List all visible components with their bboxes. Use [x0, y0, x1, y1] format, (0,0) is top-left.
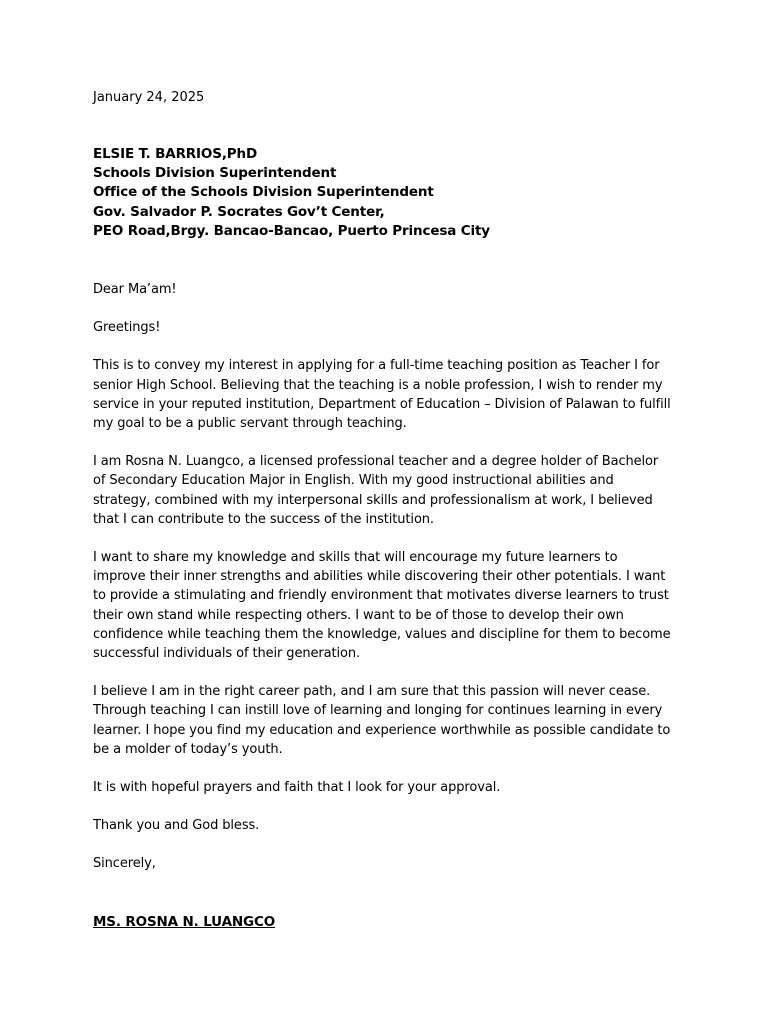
body-paragraph: I believe I am in the right career path, and I am sure that this passion will never cease. Through teaching I can instill love of learning and longing for continues learning in every learner. I hope you find my education and experience worthwhile as possible candidate to be a molder of today’s youth.	[93, 684, 671, 757]
recipient-name: ELSIE T. BARRIOS,PhD	[93, 146, 258, 162]
body-paragraph: It is with hopeful prayers and faith that I look for your approval.	[93, 780, 501, 796]
letter-body	[93, 280, 671, 893]
body-paragraph: I want to share my knowledge and skills that will encourage my future learners to improve their inner strengths and abilities while discovering their other potentials. I want to provide a stimulating and friendly environment that motivates diverse learners to trust their own stand while respecting others. I want to be of those to develop their own confidence while teaching them the knowledge, values and discipline for them to become successful individuals of their generation.	[93, 550, 671, 662]
recipient-address-line-2: PEO Road,Brgy. Bancao-Bancao, Puerto Princesa City	[93, 222, 490, 239]
body-paragraph: This is to convey my interest in applying for a full-time teaching position as Teacher I for senior High School. Believing that the teaching is a noble profession, I wish to render my service in your reputed institution, Department of Education – Division of Palawan to fulfill my goal to be a public servant through teaching.	[93, 358, 671, 432]
greeting: Greetings!	[93, 320, 161, 336]
recipient-office: Office of the Schools Division Superintendent	[93, 184, 434, 201]
letter-date: January 24, 2025	[93, 90, 205, 105]
closing: Sincerely,	[93, 856, 156, 872]
recipient-address-line-1: Gov. Salvador P. Socrates Gov’t Center,	[93, 203, 385, 220]
recipient-title: Schools Division Superintendent	[93, 165, 337, 182]
salutation: Dear Ma’am!	[93, 282, 177, 297]
body-paragraph: I am Rosna N. Luangco, a licensed professional teacher and a degree holder of Bachelor of Secondary Education Major in English. With my good instructional abilities and strategy, combined with my interpersonal skills and professionalism at work, I believed that I can contribute to the success of the institution.	[93, 454, 659, 527]
signature-name: MS. ROSNA N. LUANGCO	[93, 914, 276, 930]
thanks-line: Thank you and God bless.	[93, 818, 260, 834]
recipient-address-block	[93, 145, 490, 241]
